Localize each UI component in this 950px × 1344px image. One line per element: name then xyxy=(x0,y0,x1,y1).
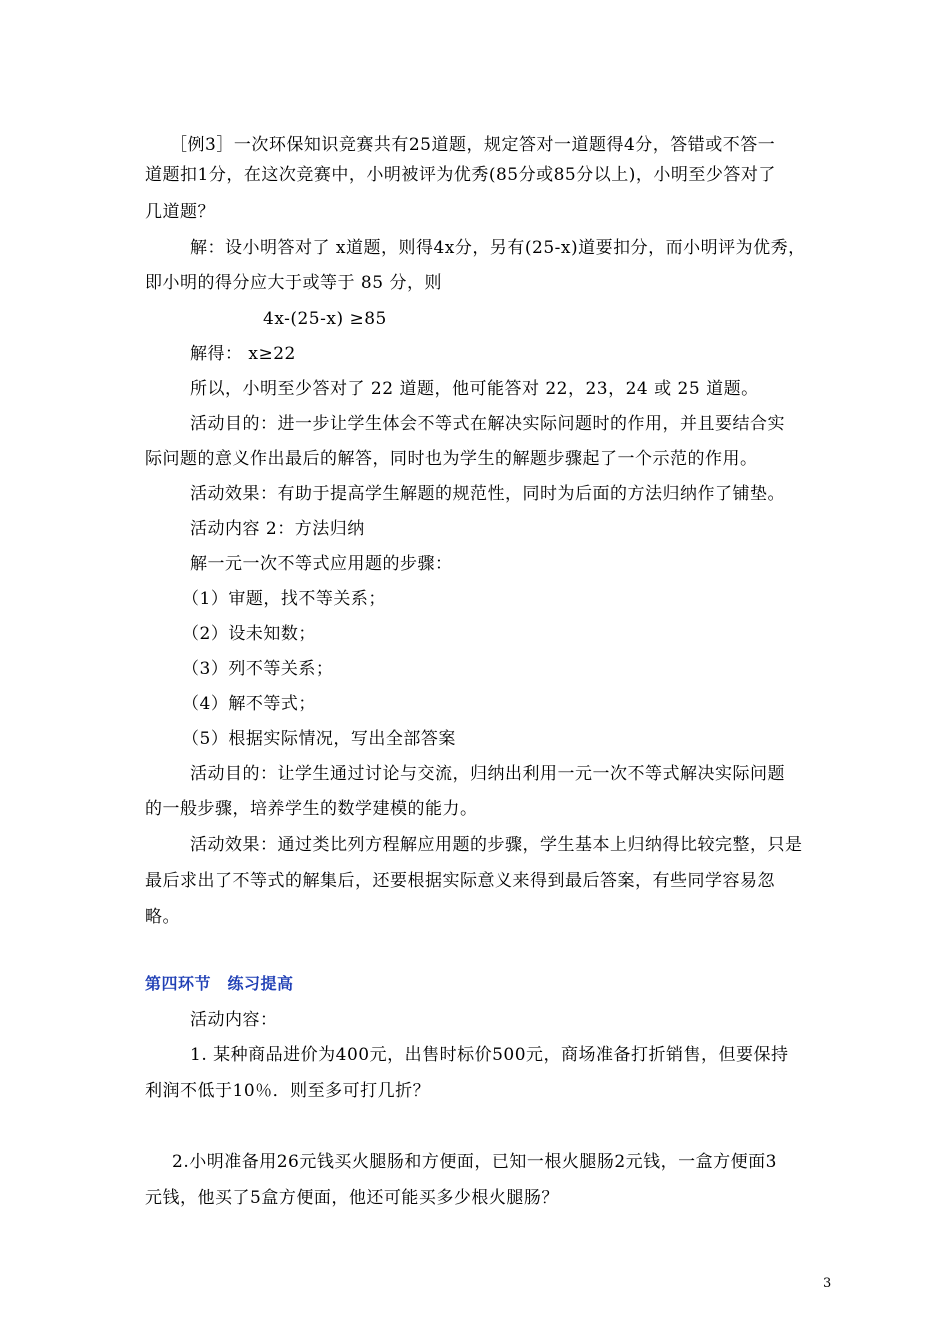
section-heading-4: 第四环节 练习提高 xyxy=(145,974,294,993)
solution-line-1: 解：设小明答对了 x道题，则得4x分，另有(25-x)道要扣分，而小明评为优秀， xyxy=(190,238,806,258)
activity-purpose-2-line-1: 活动目的：让学生通过讨论与交流，归纳出利用一元一次不等式解决实际问题 xyxy=(190,764,785,784)
step-5: （5）根据实际情况，写出全部答案 xyxy=(182,729,456,749)
exercise-1-line-2: 利润不低于10％．则至多可打几折？ xyxy=(145,1081,431,1101)
exercise-2-line-2: 元钱，他买了5盒方便面，他还可能买多少根火腿肠？ xyxy=(145,1188,559,1208)
activity-effect-2-line-1: 活动效果：通过类比列方程解应用题的步骤，学生基本上归纳得比较完整，只是 xyxy=(190,835,803,855)
solution-result-line: 解得： x≥22 xyxy=(190,344,296,364)
activity-effect-2-line-2: 最后求出了不等式的解集后，还要根据实际意义来得到最后答案，有些同学容易忽 xyxy=(145,871,775,891)
exercise-1-line-1: 1. 某种商品进价为400元，出售时标价500元，商场准备打折销售，但要保持 xyxy=(190,1045,789,1065)
page-number: 3 xyxy=(823,1276,832,1291)
exercise-2-line-1: 2.小明准备用26元钱买火腿肠和方便面，已知一根火腿肠2元钱，一盒方便面3 xyxy=(172,1152,777,1172)
conclusion-line: 所以，小明至少答对了 22 道题，他可能答对 22，23，24 或 25 道题。 xyxy=(190,379,759,399)
solution-line-2: 即小明的得分应大于或等于 85 分，则 xyxy=(145,273,442,293)
step-3: （3）列不等关系； xyxy=(182,659,334,679)
example-3-line-3: 几道题？ xyxy=(145,202,215,222)
activity-purpose-line-1: 活动目的：进一步让学生体会不等式在解决实际问题时的作用，并且要结合实 xyxy=(190,414,785,434)
activity-content-line: 活动内容： xyxy=(190,1010,278,1030)
steps-intro-line: 解一元一次不等式应用题的步骤： xyxy=(190,554,453,574)
example-3-line-1: ［例3］一次环保知识竞赛共有25道题，规定答对一道题得4分，答错或不答一 xyxy=(170,135,776,155)
activity-purpose-line-2: 际问题的意义作出最后的解答，同时也为学生的解题步骤起了一个示范的作用。 xyxy=(145,449,758,469)
step-1: （1）审题，找不等关系； xyxy=(182,589,386,609)
activity-purpose-2-line-2: 的一般步骤，培养学生的数学建模的能力。 xyxy=(145,799,478,819)
activity-effect-line: 活动效果：有助于提高学生解题的规范性，同时为后面的方法归纳作了铺垫。 xyxy=(190,484,785,504)
step-2: （2）设未知数； xyxy=(182,624,316,644)
activity-content-2-line: 活动内容 2：方法归纳 xyxy=(190,519,365,539)
activity-effect-2-line-3: 略。 xyxy=(145,907,180,927)
inequality-line: 4x-(25-x) ≥85 xyxy=(263,309,387,329)
example-3-line-2: 道题扣1分，在这次竞赛中，小明被评为优秀(85分或85分以上)，小明至少答对了 xyxy=(145,165,776,185)
step-4: （4）解不等式； xyxy=(182,694,316,714)
